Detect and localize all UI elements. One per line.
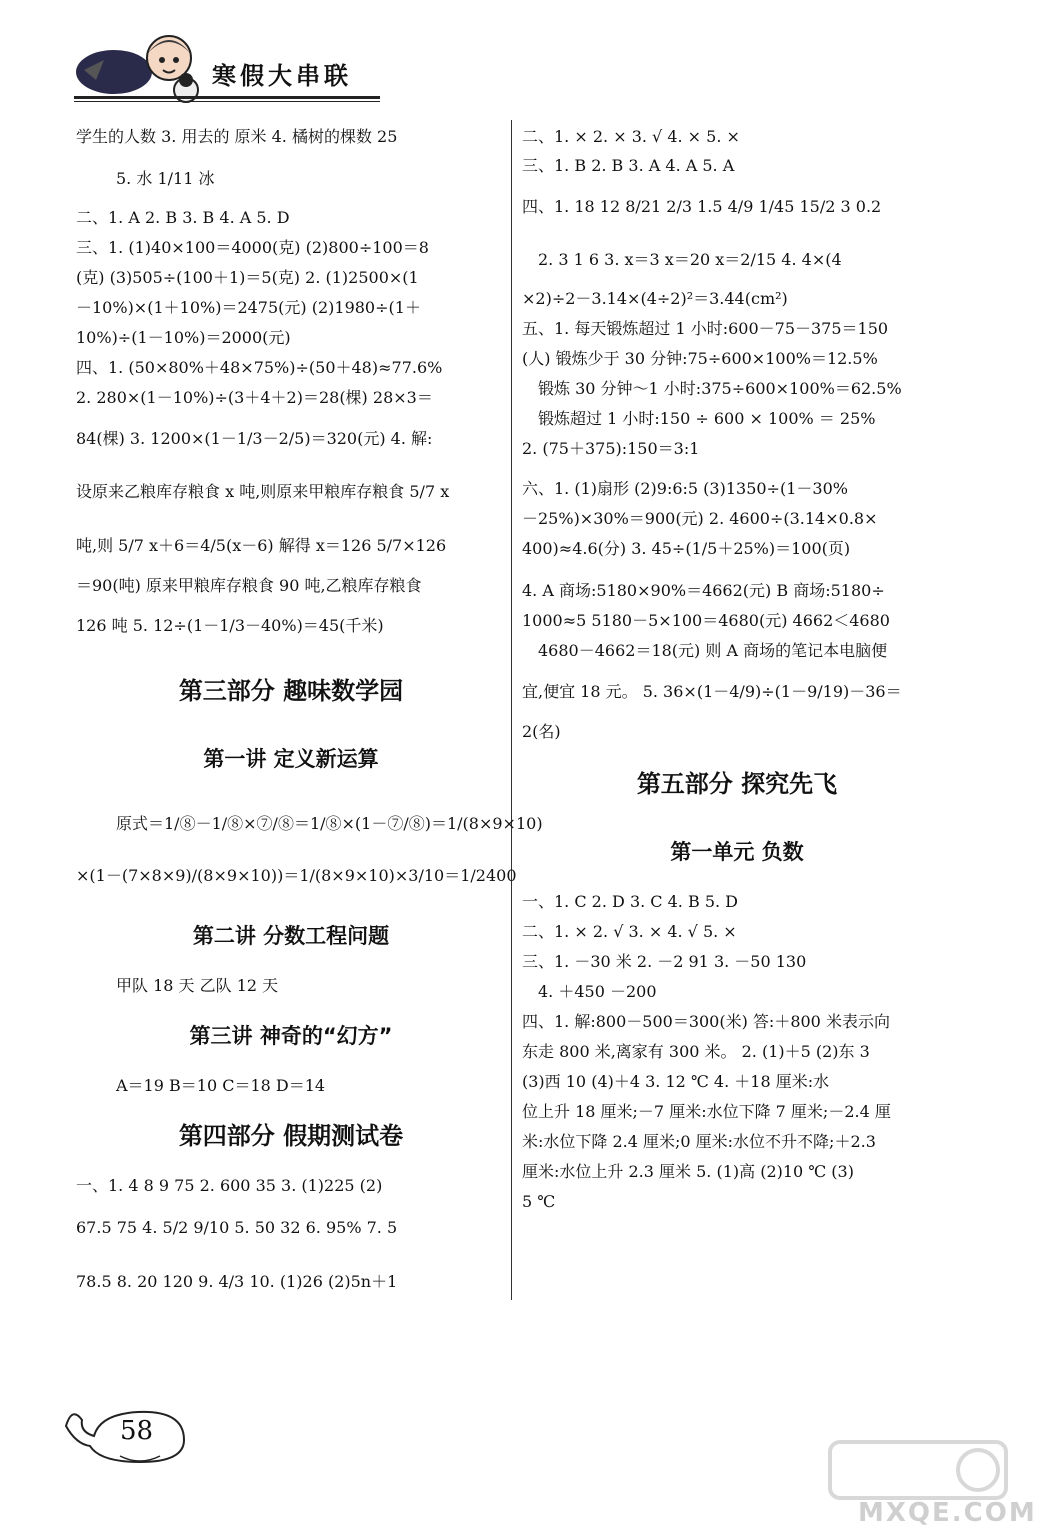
page-number: 58 [120,1416,154,1446]
answer-line: 10%)÷(1－10%)＝2000(元) [76,328,291,347]
answer-line: 4680－4662＝18(元) 则 A 商场的笔记本电脑便 [538,641,888,660]
unit-heading: 第一单元 负数 [670,840,804,864]
answer-line: 一、1. 4 8 9 75 2. 600 35 3. (1)225 (2) [76,1176,383,1195]
section-heading: 第三部分 趣味数学园 [178,677,404,705]
answer-line: 一、1. C 2. D 3. C 4. B 5. D [522,892,739,911]
answer-line: 厘米:水位上升 2.3 厘米 5. (1)高 (2)10 ℃ (3) [522,1162,854,1181]
answer-line: 设原来乙粮库存粮食 x 吨,则原来甲粮库存粮食 5/7 x [76,482,450,501]
answer-line: 84(棵) 3. 1200×(1－1/3－2/5)＝320(元) 4. 解: [76,429,433,448]
answer-line: 四、1. 解:800－500＝300(米) 答:＋800 米表示向 [522,1012,890,1031]
answer-line: 米:水位下降 2.4 厘米;0 厘米:水位不升不降;＋2.3 [522,1132,876,1151]
answer-logo-stamp [828,1440,1008,1504]
section-heading: 第五部分 探究先飞 [636,770,838,798]
answer-line: 67.5 75 4. 5/2 9/10 5. 50 32 6. 95% 7. 5 [76,1218,398,1237]
answer-line: 二、1. × 2. × 3. √ 4. × 5. × [522,127,740,146]
lesson-heading: 第二讲 分数工程问题 [192,924,390,948]
answer-line: 吨,则 5/7 x＋6＝4/5(x－6) 解得 x＝126 5/7×126 [76,536,447,555]
answer-line: ×(1－(7×8×9)/(8×9×10))＝1/(8×9×10)×3/10＝1/2400 [76,866,517,885]
answer-line: 学生的人数 3. 用去的 原米 4. 橘树的棵数 25 [76,127,398,146]
answer-line: －10%)×(1＋10%)＝2475(元) (2)1980÷(1＋ [76,298,421,317]
answer-line: 三、1. －30 米 2. －2 91 3. －50 130 [522,952,807,971]
answer-line: 原式＝1/⑧－1/⑧×⑦/⑧＝1/⑧×(1－⑦/⑧)＝1/(8×9×10) [116,814,543,833]
section-heading: 第四部分 假期测试卷 [178,1122,404,1150]
answer-line: 5 ℃ [522,1192,556,1211]
answer-line: ×2)÷2－3.14×(4÷2)²＝3.44(cm²) [522,289,788,308]
answer-line: 锻炼超过 1 小时:150 ÷ 600 × 100% ＝ 25% [538,409,876,428]
header-title: 寒假大串联 [212,61,352,90]
answer-line: －25%)×30%＝900(元) 2. 4600÷(3.14×0.8× [522,509,878,528]
answer-line: ＝90(吨) 原来甲粮库存粮食 90 吨,乙粮库存粮食 [76,576,422,595]
answer-line: (克) (3)505÷(100＋1)＝5(克) 2. (1)2500×(1 [76,268,419,287]
answer-line: 400)≈4.6(分) 3. 45÷(1/5＋25%)＝100(页) [522,539,851,558]
answer-line: 78.5 8. 20 120 9. 4/3 10. (1)26 (2)5n＋1 [76,1272,398,1291]
answer-line: 1000≈5 5180－5×100＝4680(元) 4662＜4680 [522,611,890,630]
lesson-heading: 第一讲 定义新运算 [203,747,379,771]
answer-line: 2(名) [522,722,561,741]
right-column [522,0,952,1536]
answer-line: A＝19 B＝10 C＝18 D＝14 [116,1076,326,1095]
answer-line: 2. 3 1 6 3. x＝3 x＝20 x＝2/15 4. 4×(4 [538,250,842,269]
answer-line: 四、1. 18 12 8/21 2/3 1.5 4/9 1/45 15/2 3 0.2 [522,197,882,216]
answer-line: 四、1. (50×80%＋48×75%)÷(50＋48)≈77.6% [76,358,443,377]
answer-line: 三、1. (1)40×100＝4000(克) (2)800÷100＝8 [76,238,429,257]
answer-line: 126 吨 5. 12÷(1－1/3－40%)＝45(千米) [76,616,384,635]
answer-line: (人) 锻炼少于 30 分钟:75÷600×100%＝12.5% [522,349,878,368]
lesson-heading: 第三讲 神奇的“幻方” [189,1024,393,1048]
answer-line: 5. 水 1/11 冰 [116,169,215,188]
answer-line: 二、1. × 2. √ 3. × 4. √ 5. × [522,922,737,941]
answer-line: 2. (75＋375):150＝3:1 [522,439,700,458]
answer-line: 三、1. B 2. B 3. A 4. A 5. A [522,156,735,175]
answer-line: 2. 280×(1－10%)÷(3＋4＋2)＝28(棵) 28×3＝ [76,388,433,407]
answer-line: 4. ＋450 －200 [538,982,657,1001]
answer-line: 甲队 18 天 乙队 12 天 [116,976,279,995]
watermark-text: MXQE.COM [858,1498,1037,1528]
answer-line: 宜,便宜 18 元。 5. 36×(1－4/9)÷(1－9/19)－36＝ [522,682,902,701]
column-divider [511,120,512,1300]
answer-line: 五、1. 每天锻炼超过 1 小时:600－75－375＝150 [522,319,889,338]
answer-line: (3)西 10 (4)＋4 3. 12 ℃ 4. ＋18 厘米:水 [522,1072,830,1091]
answer-line: 4. A 商场:5180×90%＝4662(元) B 商场:5180÷ [522,581,885,600]
answer-line: 位上升 18 厘米;－7 厘米:水位下降 7 厘米;－2.4 厘 [522,1102,891,1121]
answer-line: 六、1. (1)扇形 (2)9:6:5 (3)1350÷(1－30% [522,479,848,498]
answer-line: 东走 800 米,离家有 300 米。 2. (1)＋5 (2)东 3 [522,1042,870,1061]
answer-line: 锻炼 30 分钟～1 小时:375÷600×100%＝62.5% [538,379,902,398]
answer-line: 二、1. A 2. B 3. B 4. A 5. D [76,208,290,227]
